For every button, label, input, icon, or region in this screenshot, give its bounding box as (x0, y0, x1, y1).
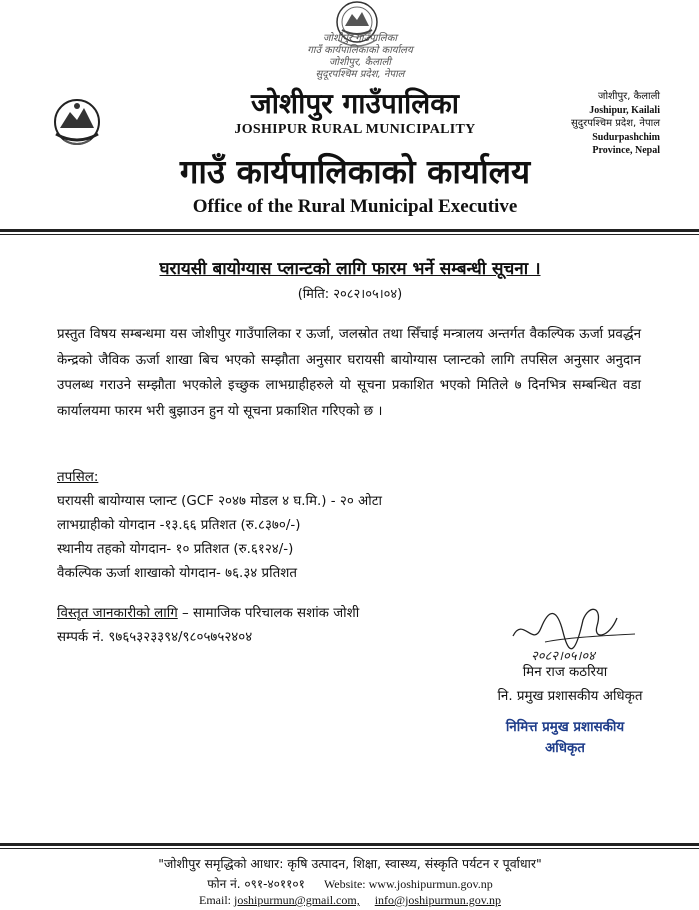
office-name-en: Office of the Rural Municipal Executive (192, 196, 518, 217)
official-stamp (470, 717, 660, 759)
notice-date: (मिति: २०८२।०५।०४) (297, 287, 403, 302)
seal-line: गाउँ कार्यपालिकाको कार्यालय (307, 45, 413, 56)
footer-motto: "जोशीपुर समृद्धिको आधार: कृषि उत्पादन, शिक्षा, स्वास्थ्य, संस्कृति पर्यटन र पूर्वाधार" (158, 856, 542, 871)
nepal-emblem-icon (46, 98, 108, 150)
website-link[interactable]: www.joshipurmun.gov.np (368, 877, 493, 891)
email-link[interactable]: joshipurmun@gmail.com, (234, 893, 360, 907)
seal-line: जोशीपुर, कैलाली (329, 57, 391, 68)
seal-line: सुदूरपश्चिम प्रदेश, नेपाल (315, 69, 405, 80)
address-line: सुदुरपश्चिम प्रदेश, नेपाल (571, 118, 660, 129)
notice-title: घरायसी बायोग्यास प्लान्टको लागि फारम भर्ने सम्बन्धी सूचना । (159, 259, 541, 279)
email-label: Email: (199, 893, 234, 907)
municipality-name-en: JOSHIPUR RURAL MUNICIPALITY (234, 122, 476, 137)
address-block (560, 90, 660, 158)
footer-email (60, 893, 640, 908)
tapasil-item: स्थानीय तहको योगदान- १० प्रतिशत (रु.६१२४/-) (57, 542, 294, 557)
signer-title: नि. प्रमुख प्रशासकीय अधिकृत (497, 689, 643, 704)
more-info-value: – सामाजिक परिचालक सशांक जोशी (177, 606, 360, 621)
notice-body: प्रस्तुत विषय सम्बन्धमा यस जोशीपुर गाउँपालिका र ऊर्जा, जलस्रोत तथा सिँचाई मन्त्रालय अन्तर्गत वैकल्पिक ऊर्जा प्रवर्द्धन केन्द्रको जैविक ऊर्जा शाखा बिच भएको सम्झौता अनुसार घरायसी बायोग्यास प्लान्टको लागि तपसिल अनुसार अनुदान उपलब्ध गराउने सम्झौता भएकोले इच्छुक लाभग्राहीहरुले यो सूचना प्रकाशित भएको मितिले ७ दिनभित्र सम्बन्धित वडा कार्यालयमा फारम भरी बुझाउन हुन यो सूचना प्रकाशित गरिएको छ । (57, 327, 641, 419)
seal-text (300, 30, 420, 90)
more-info-line (57, 603, 359, 621)
address-line: Joshipur, Kailali (589, 104, 660, 116)
stamp-line: अधिकृत (545, 741, 585, 756)
office-name-np: गाउँ कार्यपालिकाको कार्यालय (179, 152, 531, 191)
footer-divider (0, 848, 699, 849)
tapasil-item: लाभग्राहीको योगदान -१३.६६ प्रतिशत (रु.८३७०/-) (57, 518, 301, 533)
footer-contact (60, 875, 640, 892)
tapasil-heading: तपसिल: (57, 470, 99, 485)
phone-label: फोन नं. (207, 877, 245, 891)
more-info-label: विस्तृत जानकारीको लागि (57, 606, 178, 621)
contact-number: सम्पर्क नं. ९७६५३२३३९४/९८०५७५२४०४ (57, 630, 253, 645)
address-line: जोशीपुर, कैलाली (598, 91, 660, 102)
header-divider (0, 234, 699, 235)
header-divider (0, 229, 699, 232)
tapasil-item: घरायसी बायोग्यास प्लान्ट (GCF २०४७ मोडल ४ घ.मि.) - २० ओटा (57, 494, 382, 509)
email-link[interactable]: info@joshipurmun.gov.np (374, 893, 501, 907)
signed-date: २०८२।०५।०४ (531, 649, 595, 664)
signer-name: मिन राज कठरिया (522, 665, 608, 680)
handwritten-signature-icon (505, 598, 655, 668)
address-line: Sudurpashchim (592, 131, 660, 143)
website-label: Website: (323, 877, 369, 891)
municipality-name-np: जोशीपुर गाउँपालिका (251, 87, 459, 120)
phone-number: ०९१-४०११०१ (244, 877, 305, 891)
tapasil-item: वैकल्पिक ऊर्जा शाखाको योगदान- ७६.३४ प्रतिशत (57, 566, 297, 581)
footer-divider (0, 843, 699, 846)
seal-line: जोशीपुर गाउँपालिका (323, 33, 397, 44)
stamp-line: निमित्त प्रमुख प्रशासकीय (505, 720, 625, 735)
address-line: Province, Nepal (592, 145, 660, 156)
